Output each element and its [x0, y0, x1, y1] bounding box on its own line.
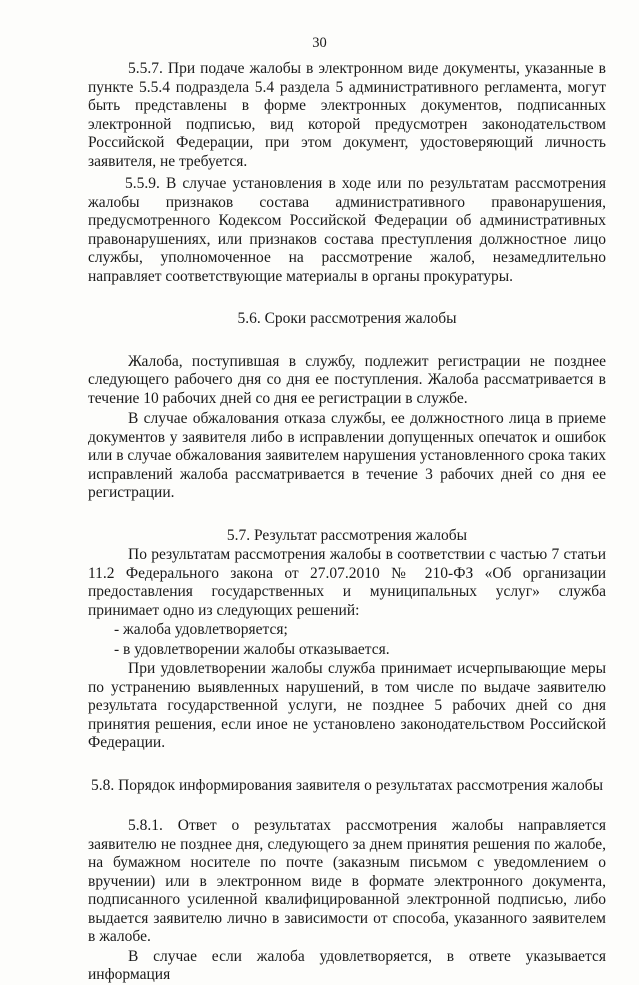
document-body [88, 60, 606, 985]
paragraph-answer-info: В случае если жалоба удовлетворяется, в ответе указывается информация [88, 947, 606, 983]
section-heading-5-8: 5.8. Порядок информирования заявителя о результатах рассмотрения жалобы [90, 776, 604, 794]
section-heading-5-7: 5.7. Результат рассмотрения жалобы [226, 526, 468, 544]
paragraph-measures: При удовлетворении жалобы служба принимает исчерпывающие меры по устранению выявленных нарушений, в том числе по выдаче заявителю результата государственной услуги, не позднее 5 рабочих дней со дня принятия решения, если иное не установлено законодательством Российской Федерации. [88, 660, 606, 751]
page-number: 30 [312, 35, 327, 51]
paragraph-5-8-1: 5.8.1. Ответ о результатах рассмотрения жалобы направляется заявителю не позднее дня, следующего за днем принятия решения по жалобе, на бумажном носителе по почте (заказным письмом с уведомлением о вручении) или в электронном виде в формате электронного документа, подписанного усиленной квалифицированной электронной подписью, либо выдается заявителю лично в зависимости от способа, указанного заявителем в жалобе. [88, 817, 606, 945]
paragraph-5-5-7: 5.5.7. При подаче жалобы в электронном виде документы, указанные в пункте 5.5.4 подраздела 5.4 раздела 5 административного регламента, могут быть представлены в форме электронных документов, подписанных электронной подписью, вид которой предусмотрен законодательством Российской Федерации, при этом документ, удостоверяющий личность заявителя, не требуется. [88, 60, 606, 170]
list-item-rejected: - в удовлетворении жалобы отказывается. [114, 640, 390, 658]
list-item-satisfied: - жалоба удовлетворяется; [114, 621, 288, 638]
paragraph-decision: По результатам рассмотрения жалобы в соответствии с частью 7 статьи 11.2 Федерального закона от 27.07.2010 № 210-ФЗ «Об организации предоставления государственных и муниципальных услуг» служба принимает одно из следующих решений: [88, 546, 606, 619]
paragraph-appeal-term: В случае обжалования отказа службы, ее должностного лица в приеме документов у заявителя либо в исправлении допущенных опечаток и ошибок или в случае обжалования заявителем нарушения установленного срока таких исправлений жалоба рассматривается в течение 3 рабочих дней со дня ее регистрации. [88, 410, 606, 501]
paragraph-5-5-9: 5.5.9. В случае установления в ходе или по результатам рассмотрения жалобы признаков состава административного правонарушения, предусмотренного Кодексом Российской Федерации об административных правонарушениях, или признаков состава преступления должностное лицо службы, уполномоченное на рассмотрение жалоб, незамедлительно направляет соответствующие материалы в органы прокуратуры. [88, 175, 606, 285]
section-heading-5-6: 5.6. Сроки рассмотрения жалобы [237, 310, 457, 327]
paragraph-registration-term: Жалоба, поступившая в службу, подлежит регистрации не позднее следующего рабочего дня со дня ее поступления. Жалоба рассматривается в течение 10 рабочих дней со дня ее регистрации в службе. [88, 352, 606, 407]
